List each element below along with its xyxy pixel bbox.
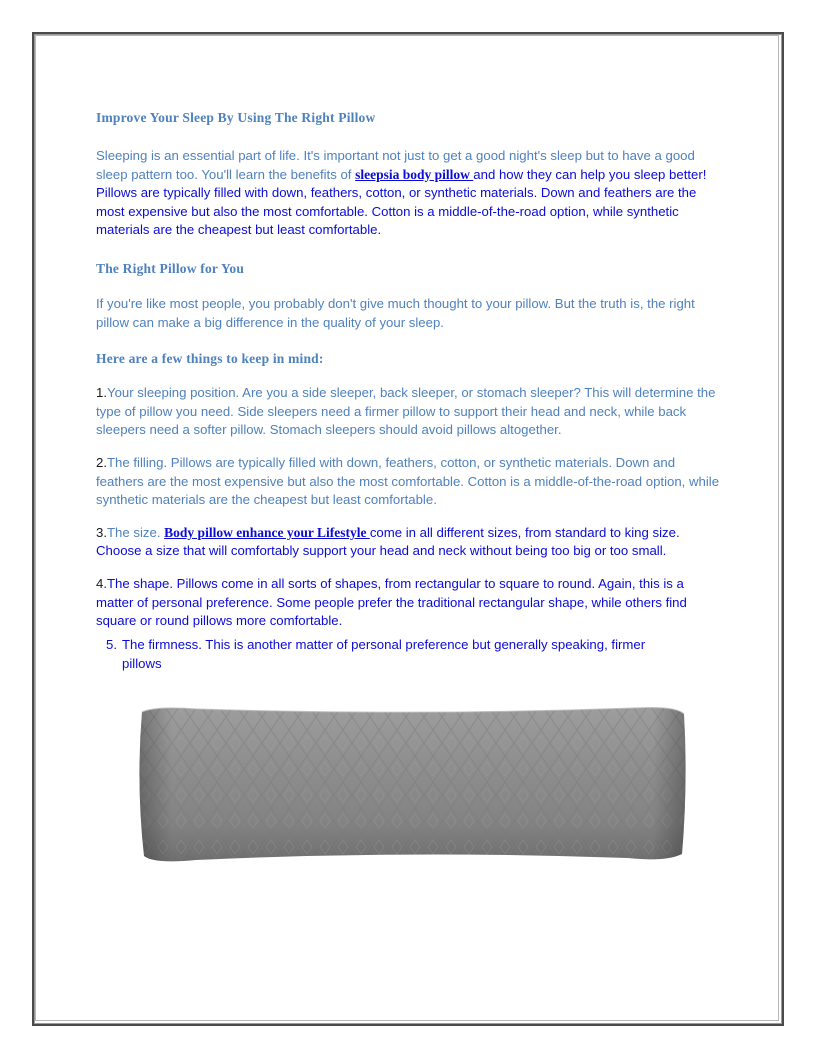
list-item-1 (96, 384, 724, 440)
body-pillow-image (136, 704, 688, 866)
list-item-text: The filling. Pillows are typically filled with down, feathers, cotton, or synthetic materials. Down and feathers are the most expensive but also the most comfortable. Cotton is a middle-of-the-road option, while synthetic materials are the cheapest but least comfortable. (96, 454, 720, 508)
list-item-text: Your sleeping position. Are you a side sleeper, back sleeper, or stomach sleeper? This will determine the type of pillow you need. Side sleepers need a firmer pillow to support their head and neck, while back sleepers need a softer pillow. Stomach sleepers should avoid pillows altogether. (96, 385, 716, 438)
page-title: Improve Your Sleep By Using The Right Pillow (96, 110, 376, 125)
list-item-number: 3. (96, 524, 107, 540)
section-heading: The Right Pillow for You (96, 260, 245, 276)
body-pillow-lifestyle-link[interactable]: Body pillow enhance your Lifestyle (164, 524, 370, 540)
list-item-number: 2. (96, 454, 107, 470)
list-heading: Here are a few things to keep in mind: (96, 351, 324, 367)
list-item-text: come in all different sizes, from standard to king size. Choose a size that will comfortably support your head and neck without being too big or too small. (96, 524, 680, 559)
list-item-number: 5. (106, 637, 117, 652)
intro-text-after: and how they can help you sleep better! Pillows are typically filled with down, feathers, cotton, or synthetic materials. Down and feathers are the most expensive but also the most comfortable. Cotton is a middle-of-the-road option, while synthetic materials are the cheapest but least comfortable. (96, 166, 707, 238)
sleepsia-body-pillow-link[interactable]: sleepsia body pillow (355, 166, 474, 182)
list-item-3 (96, 524, 724, 561)
list-item-number: 4. (96, 575, 107, 591)
list-item-number: 1. (96, 385, 107, 401)
pillow-illustration (136, 704, 688, 866)
list-item-4 (96, 575, 724, 631)
intro-text-before: Sleeping is an essential part of life. It's important not just to get a good night's sleep but to have a good sleep pattern too. You'll learn the benefits of (96, 148, 695, 182)
intro-paragraph (96, 147, 724, 240)
list-item-text: The shape. Pillows come in all sorts of shapes, from rectangular to square to round. Again, this is a matter of personal preference. Some people prefer the traditional rectangular shape, while others find square or round pillows more comfortable. (96, 575, 687, 629)
list-item-prefix: The size. (107, 524, 165, 540)
list-item-2 (96, 454, 724, 510)
list-item-text: The firmness. This is another matter of personal preference but generally speaking, firmer pillows (122, 637, 646, 671)
section-paragraph: If you're like most people, you probably don't give much thought to your pillow. But the truth is, the right pillow can make a big difference in the quality of your sleep. (96, 295, 695, 330)
document-body (96, 110, 724, 631)
